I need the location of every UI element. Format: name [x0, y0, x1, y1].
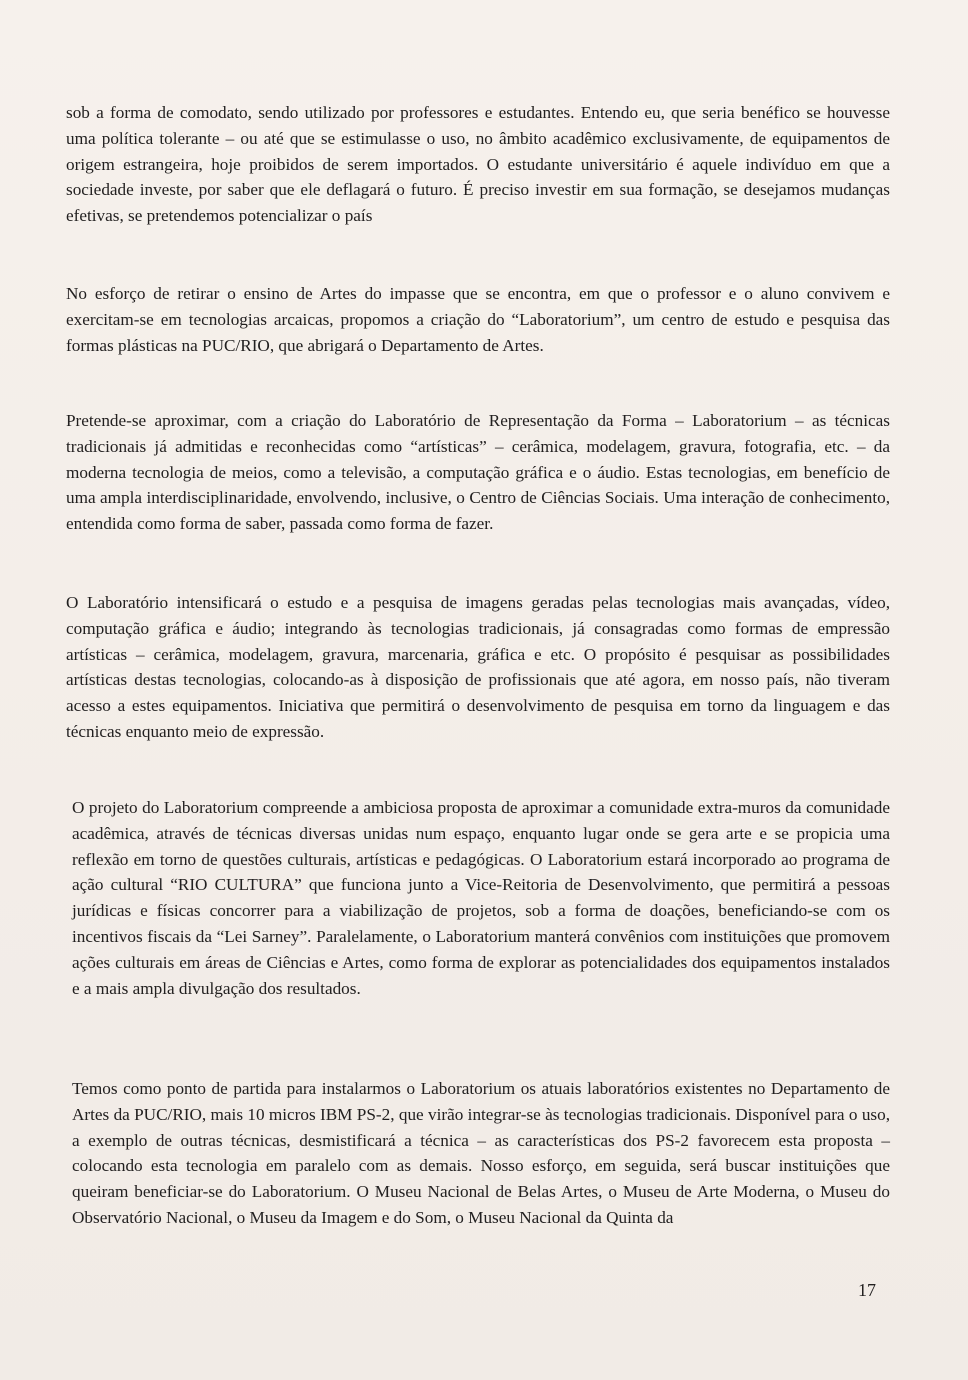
page-number: 17 [858, 1280, 876, 1300]
paragraph-ponto-de-partida: Temos como ponto de partida para instalarmos o Laboratorium os atuais laboratórios existentes no Departamento de Artes da PUC/RIO, mais 10 micros IBM PS-2, que virão integrar-se às tecnologias tradicionais. Disponível para o uso, a exemplo de outras técnicas, desmistificará a técnica – as características dos PS-2 favorecem esta proposta – colocando esta tecnologia em paralelo com as demais. Nosso esforço, em seguida, será buscar instituições que queiram beneficiar-se do Laboratorium. O Museu Nacional de Belas Artes, o Museu de Arte Moderna, o Museu do Observatório Nacional, o Museu da Imagem e do Som, o Museu Nacional da Quinta da [72, 1079, 890, 1227]
paragraph-pesquisa-imagens: O Laboratório intensificará o estudo e a pesquisa de imagens geradas pelas tecnologias mais avançadas, vídeo, computação gráfica e áudio; integrando às tecnologias tradicionais, já consagradas como formas de empressão artísticas – cerâmica, modelagem, gravura, marcenaria, gráfica e etc. O propósito é pesquisar as possibilidades artísticas destas tecnologias, colocando-as à disposição de profissionais que até agora, em nosso país, não tiveram acesso a estes equipamentos. Iniciativa que permitirá o desenvolvimento de pesquisa em torno da linguagem e das técnicas enquanto meio de expressão. [66, 593, 890, 741]
paragraph-laboratorium-proposal: No esforço de retirar o ensino de Artes do impasse que se encontra, em que o professor e o aluno convivem e exercitam-se em tecnologias arcaicas, propomos a criação do “Laboratorium”, um centro de estudo e pesquisa das formas plásticas na PUC/RIO, que abrigará o Departamento de Artes. [66, 284, 890, 355]
paragraph-projeto-comunidade: O projeto do Laboratorium compreende a ambiciosa proposta de aproximar a comunidade extra-muros da comunidade acadêmica, através de técnicas diversas unidas num espaço, enquanto lugar onde se gera arte e se propicia uma reflexão em torno de questões culturais, artísticas e pedagógicas. O Laboratorium estará incorporado ao programa de ação cultural “RIO CULTURA” que funciona junto a Vice-Reitoria de Desenvolvimento, que permitirá a pessoas jurídicas e físicas concorrer para a viabilização de projetos, sob a forma de doações, beneficiando-se com os incentivos fiscais da “Lei Sarney”. Paralelamente, o Laboratorium manterá convênios com instituições que promovem ações culturais em áreas de Ciências e Artes, como forma de explorar as potencialidades dos equipamentos instalados e a mais ampla divulgação dos resultados. [72, 798, 890, 998]
paragraph-comodato: sob a forma de comodato, sendo utilizado por professores e estudantes. Entendo eu, que seria benéfico se houvesse uma política tolerante – ou até que se estimulasse o uso, no âmbito acadêmico exclusivamente, de equipamentos de origem estrangeira, hoje proibidos de serem importados. O estudante universitário é aquele indivíduo em que a sociedade investe, por saber que ele deflagará o futuro. É preciso investir em sua formação, se desejamos mudanças efetivas, se pretendemos potencializar o país [66, 103, 890, 226]
paragraph-representacao-forma: Pretende-se aproximar, com a criação do Laboratório de Representação da Forma – Laboratorium – as técnicas tradicionais já admitidas e reconhecidas como “artísticas” – cerâmica, modelagem, gravura, fotografia, etc. – da moderna tecnologia de meios, como a televisão, a computação gráfica e o áudio. Estas tecnologias, em benefício de uma ampla interdisciplinaridade, envolvendo, inclusive, o Centro de Ciências Sociais. Uma interação de conhecimento, entendida como forma de saber, passada como forma de fazer. [66, 411, 890, 534]
